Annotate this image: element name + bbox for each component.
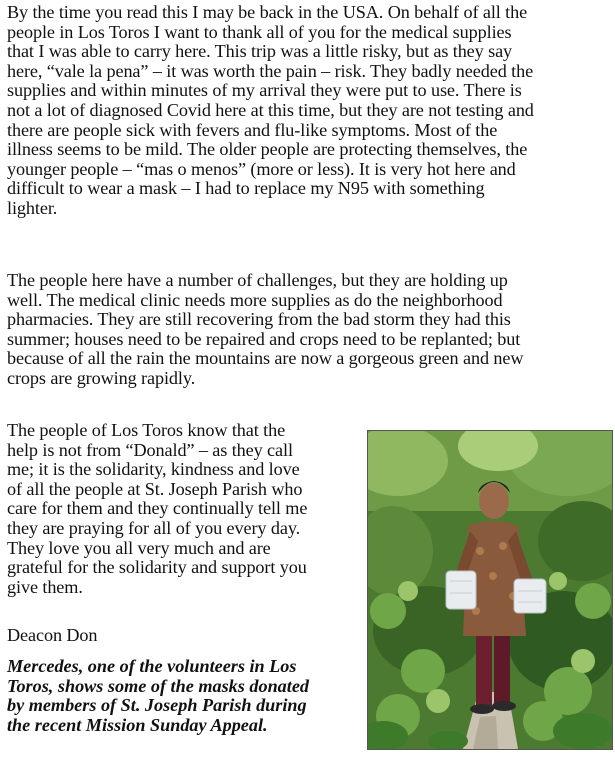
caption-line: the recent Mission Sunday Appeal. bbox=[7, 714, 268, 735]
photo-volunteer-with-masks bbox=[367, 430, 613, 750]
paragraph-3 bbox=[7, 421, 359, 597]
p3-line: grateful for the solidarity and support you bbox=[7, 557, 307, 578]
paragraph-1 bbox=[7, 3, 613, 219]
p1-line: By the time you read this I may be back in the USA. On behalf of all the bbox=[7, 2, 528, 22]
p1-line: supplies and within minutes of my arrival they were put to use. There is bbox=[7, 80, 522, 101]
p2-line: summer; houses need to be repaired and crops need to be replanted; but bbox=[7, 328, 521, 349]
p1-line: there are people sick with fevers and flu-like symptoms. Most of the bbox=[7, 119, 498, 140]
signature: Deacon Don bbox=[7, 625, 98, 645]
p2-line: well. The medical clinic needs more supplies as do the neighborhood bbox=[7, 289, 503, 310]
p3-line: give them. bbox=[7, 576, 83, 597]
paragraph-2 bbox=[7, 271, 613, 389]
p3-line: of all the people at St. Joseph Parish who bbox=[7, 478, 303, 499]
p3-line: help is not from “Donald” – as they call bbox=[7, 439, 293, 460]
p3-line: care for them and they continually tell me bbox=[7, 498, 308, 519]
p3-line: They love you all very much and are bbox=[7, 537, 271, 558]
p2-line: crops are growing rapidly. bbox=[7, 367, 196, 388]
p2-line: because of all the rain the mountains are now a gorgeous green and new bbox=[7, 348, 524, 369]
p1-line: illness seems to be mild. The older people are protecting themselves, the bbox=[7, 139, 528, 160]
p1-line: lighter. bbox=[7, 197, 58, 218]
p2-line: The people here have a number of challenges, but they are holding up bbox=[7, 270, 508, 290]
p3-line: me; it is the solidarity, kindness and love bbox=[7, 459, 300, 480]
p3-line: The people of Los Toros know that the bbox=[7, 420, 286, 440]
p1-line: that I was able to carry here. This trip was a little risky, but as they say bbox=[7, 41, 513, 62]
p1-line: difficult to wear a mask – I had to replace my N95 with something bbox=[7, 178, 485, 199]
p3-line: they are praying for all of you every day. bbox=[7, 517, 301, 538]
p2-line: pharmacies. They are still recovering from the bad storm they had this bbox=[7, 309, 511, 330]
p1-line: people in Los Toros I want to thank all of you for the medical supplies bbox=[7, 21, 512, 42]
p1-line: not a lot of diagnosed Covid here at this time, but they are not testing and bbox=[7, 99, 534, 120]
p1-line: here, “vale la pena” – it was worth the pain – risk. They badly needed the bbox=[7, 60, 534, 81]
caption-line: Toros, shows some of the masks donated bbox=[7, 675, 309, 696]
caption-line: by members of St. Joseph Parish during bbox=[7, 695, 307, 716]
photo-caption bbox=[7, 657, 359, 735]
caption-line: Mercedes, one of the volunteers in Los bbox=[7, 656, 297, 676]
p1-line: younger people – “mas o menos” (more or less). It is very hot here and bbox=[7, 158, 516, 179]
